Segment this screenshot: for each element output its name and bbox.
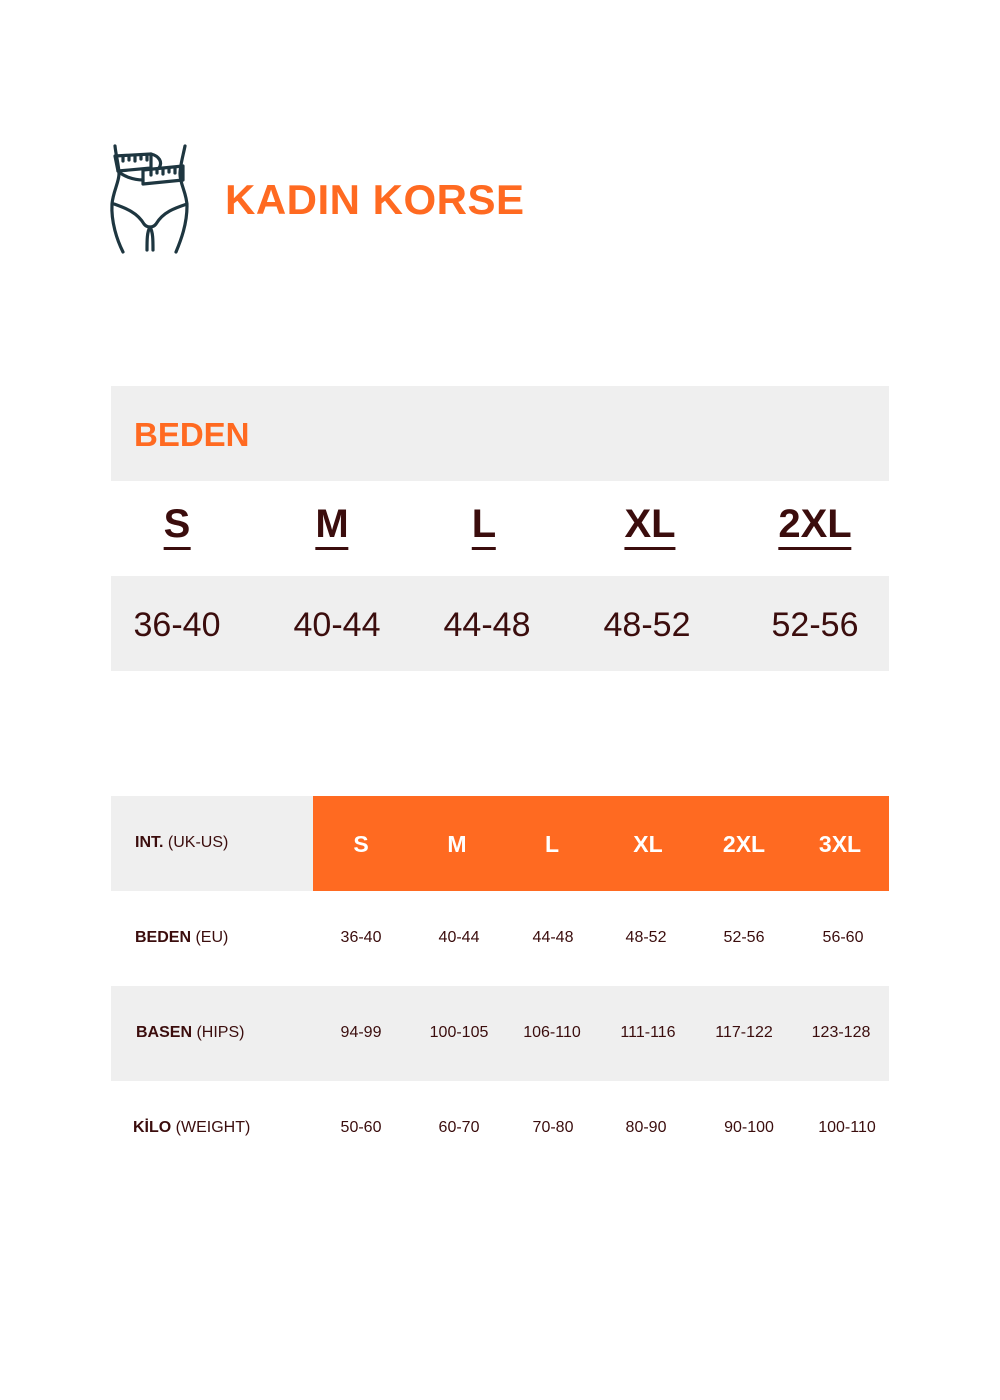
size-label-l: L: [472, 502, 496, 550]
row-label-bold: BASEN: [136, 1024, 193, 1041]
size-label-m: M: [315, 502, 348, 550]
header-size-band: [313, 796, 889, 891]
table-cell: 50-60: [340, 1119, 382, 1136]
table-cell: 123-128: [811, 1024, 871, 1041]
range-value-s: 36-40: [133, 606, 221, 644]
table-cell: 70-80: [532, 1119, 574, 1136]
table-cell: 111-116: [620, 1024, 676, 1041]
table-cell: 36-40: [340, 929, 382, 946]
size-detail-table: [111, 796, 889, 1176]
row-label-rest: (WEIGHT): [171, 1119, 251, 1136]
size-ranges-row: [111, 576, 889, 671]
row-label-rest: (UK-US): [163, 834, 229, 851]
table-cell: 60-70: [438, 1119, 480, 1136]
row-label-rest: (HIPS): [192, 1024, 245, 1041]
row-label-bold: KİLO: [133, 1119, 172, 1136]
row-label-kilo: [133, 1119, 250, 1137]
table-cell: 56-60: [822, 929, 864, 946]
size-label-2xl: 2XL: [778, 502, 851, 550]
header-cell: S: [353, 831, 369, 857]
row-label-bold: INT.: [135, 834, 164, 851]
header-cell: 2XL: [722, 831, 766, 857]
header-cell: 3XL: [818, 831, 862, 857]
table-cell: 117-122: [715, 1024, 773, 1041]
table-header-row: [111, 796, 889, 891]
row-label-int: [135, 834, 228, 852]
range-value-xl: 48-52: [603, 606, 691, 644]
range-value-2xl: 52-56: [771, 606, 859, 644]
table-cell: 100-110: [818, 1119, 876, 1136]
table-cell: 94-99: [340, 1024, 382, 1041]
page-title: KADIN KORSE: [225, 176, 525, 223]
table-row: [111, 1081, 889, 1176]
table-row: [111, 891, 889, 986]
range-value-l: 44-48: [443, 606, 531, 644]
header-cell: L: [544, 831, 560, 857]
table-cell: 90-100: [724, 1119, 774, 1136]
table-cell: 80-90: [625, 1119, 667, 1136]
row-label-bold: BEDEN: [135, 929, 192, 946]
table-cell: 44-48: [532, 929, 574, 946]
beden-heading: BEDEN: [134, 416, 250, 453]
waist-measuring-tape-icon: [107, 142, 191, 256]
table-cell: 106-110: [523, 1024, 581, 1041]
size-label-xl: XL: [624, 502, 675, 550]
row-label-rest: (EU): [191, 929, 229, 946]
row-label-basen: [136, 1024, 244, 1042]
header-cell: XL: [633, 831, 663, 857]
table-row: [111, 986, 889, 1081]
row-label-beden: [135, 929, 228, 947]
beden-heading-row: [111, 386, 889, 481]
size-labels-row: [111, 481, 889, 576]
header-cell: M: [447, 831, 467, 857]
table-cell: 48-52: [625, 929, 667, 946]
table-cell: 100-105: [429, 1024, 489, 1041]
table-cell: 52-56: [723, 929, 765, 946]
table-cell: 40-44: [438, 929, 480, 946]
range-value-m: 40-44: [293, 606, 381, 644]
size-label-s: S: [164, 502, 191, 550]
